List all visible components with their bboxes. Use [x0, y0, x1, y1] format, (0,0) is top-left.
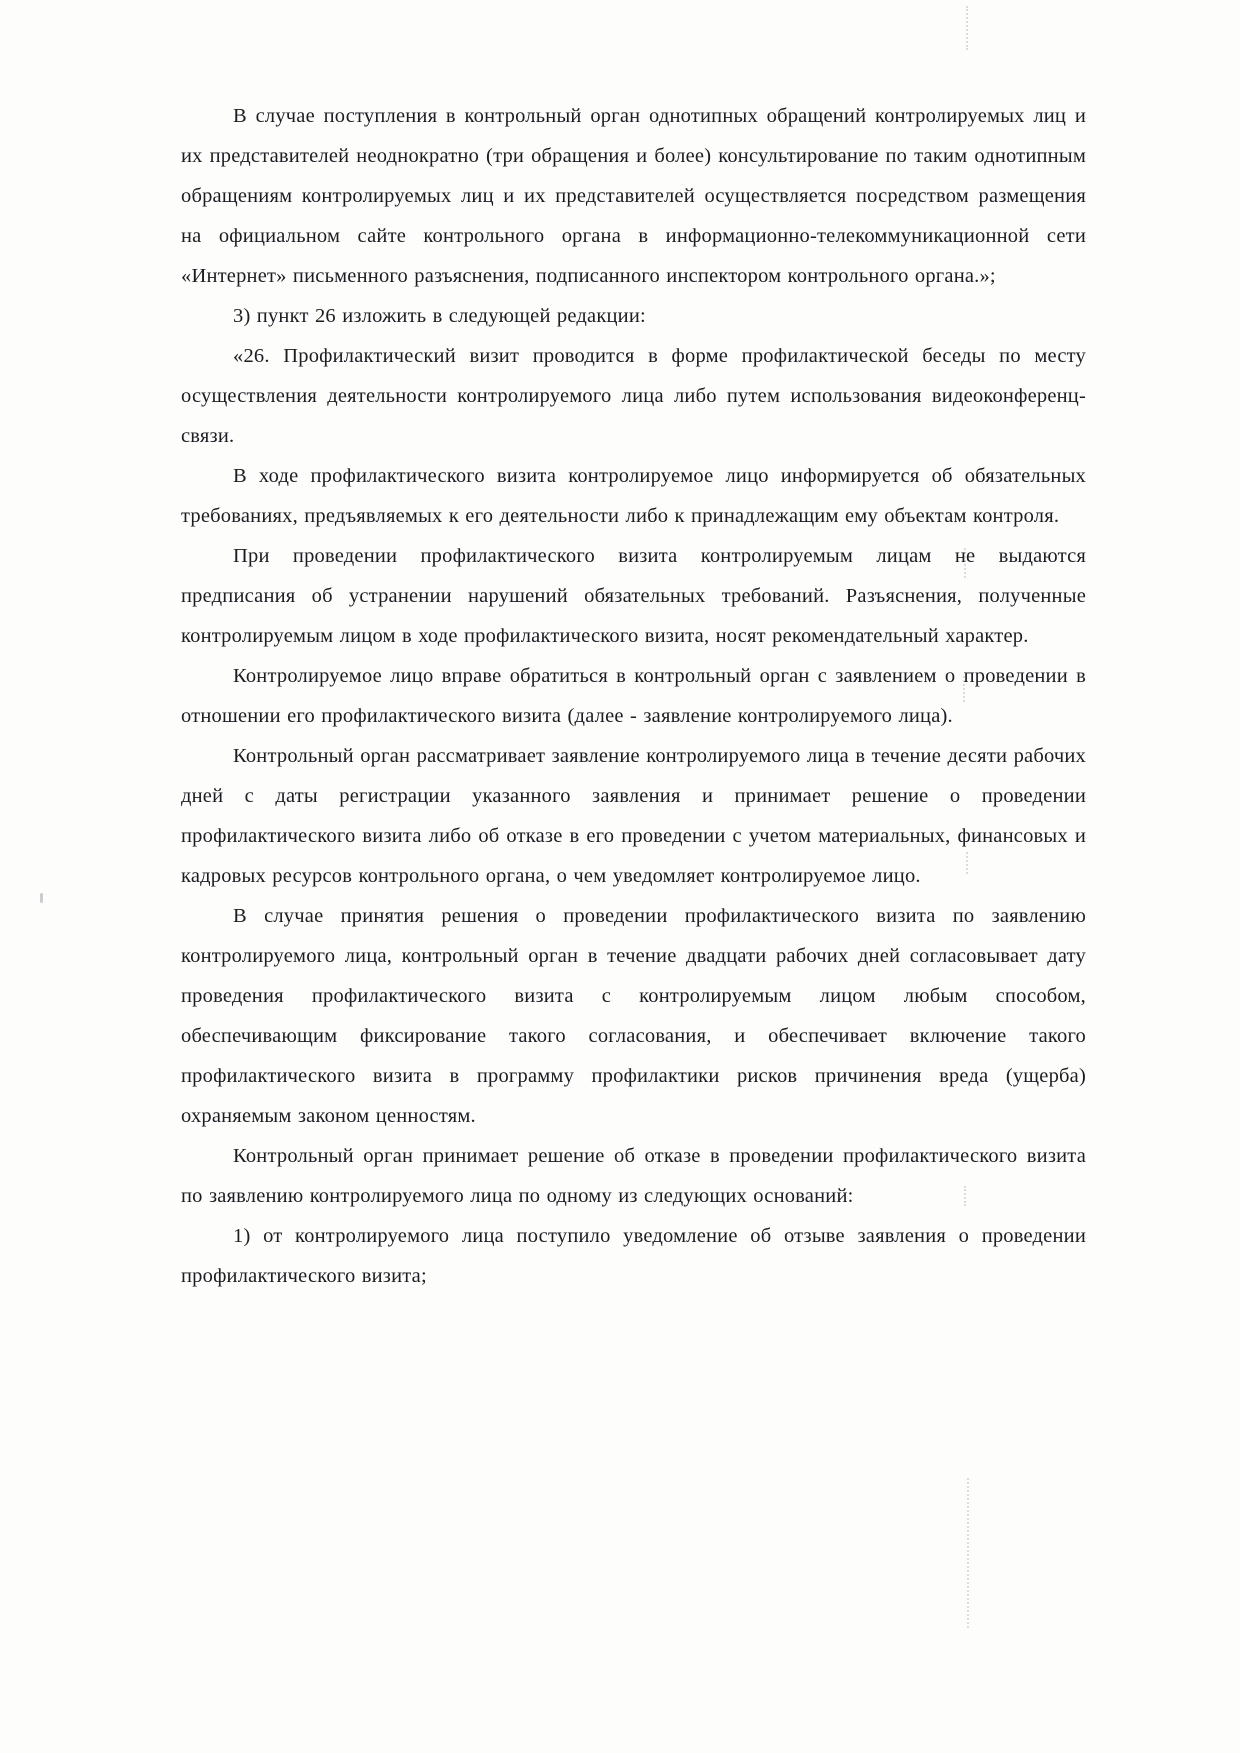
paragraph: В ходе профилактического визита контролируемое лицо информируется об обязательных требованиях, предъявляемых к его деятельности либо к принадлежащим ему объектам контроля. — [181, 465, 1086, 527]
paragraph: 1) от контролируемого лица поступило уведомление об отзыве заявления о проведении профилактического визита; — [181, 1225, 1086, 1287]
paragraph: Контрольный орган принимает решение об отказе в проведении профилактического визита по заявлению контролируемого лица по одному из следующих оснований: — [181, 1145, 1086, 1207]
scan-speck — [40, 893, 43, 903]
paragraph: Контролируемое лицо вправе обратиться в контрольный орган с заявлением о проведении в отношении его профилактического визита (далее - заявление контролируемого лица). — [181, 665, 1086, 727]
paragraph: 3) пункт 26 изложить в следующей редакции: — [233, 305, 646, 327]
paragraph: В случае поступления в контрольный орган однотипных обращений контролируемых лиц и их представителей неоднократно (три обращения и более) консультирование по таким однотипным обращениям контролируемых лиц и их представителей осуществляется посредством размещения на официальном сайте контрольного органа в информационно-телекоммуникационной сети «Интернет» письменного разъяснения, подписанного инспектором контрольного органа.»; — [181, 105, 1086, 287]
paragraph: «26. Профилактический визит проводится в форме профилактической беседы по месту осуществления деятельности контролируемого лица либо путем использования видеоконференц-связи. — [181, 345, 1086, 447]
paragraph: При проведении профилактического визита контролируемым лицам не выдаются предписания об устранении нарушений обязательных требований. Разъяснения, полученные контролируемым лицом в ходе профилактического визита, носят рекомендательный характер. — [181, 545, 1086, 647]
scan-artifact — [967, 1478, 969, 1628]
scan-artifact — [966, 852, 968, 874]
document-page — [181, 96, 1086, 1296]
scan-artifact — [964, 548, 966, 578]
scan-artifact — [966, 6, 968, 50]
scan-artifact — [964, 1186, 966, 1206]
paragraph: Контрольный орган рассматривает заявление контролируемого лица в течение десяти рабочих дней с даты регистрации указанного заявления и принимает решение о проведении профилактического визита либо об отказе в его проведении с учетом материальных, финансовых и кадровых ресурсов контрольного органа, о чем уведомляет контролируемое лицо. — [181, 745, 1086, 887]
paragraph: В случае принятия решения о проведении профилактического визита по заявлению контролируемого лица, контрольный орган в течение двадцати рабочих дней согласовывает дату проведения профилактического визита с контролируемым лицом любым способом, обеспечивающим фиксирование такого согласования, и обеспечивает включение такого профилактического визита в программу профилактики рисков причинения вреда (ущерба) охраняемым законом ценностям. — [181, 905, 1086, 1127]
scan-artifact — [963, 676, 965, 702]
